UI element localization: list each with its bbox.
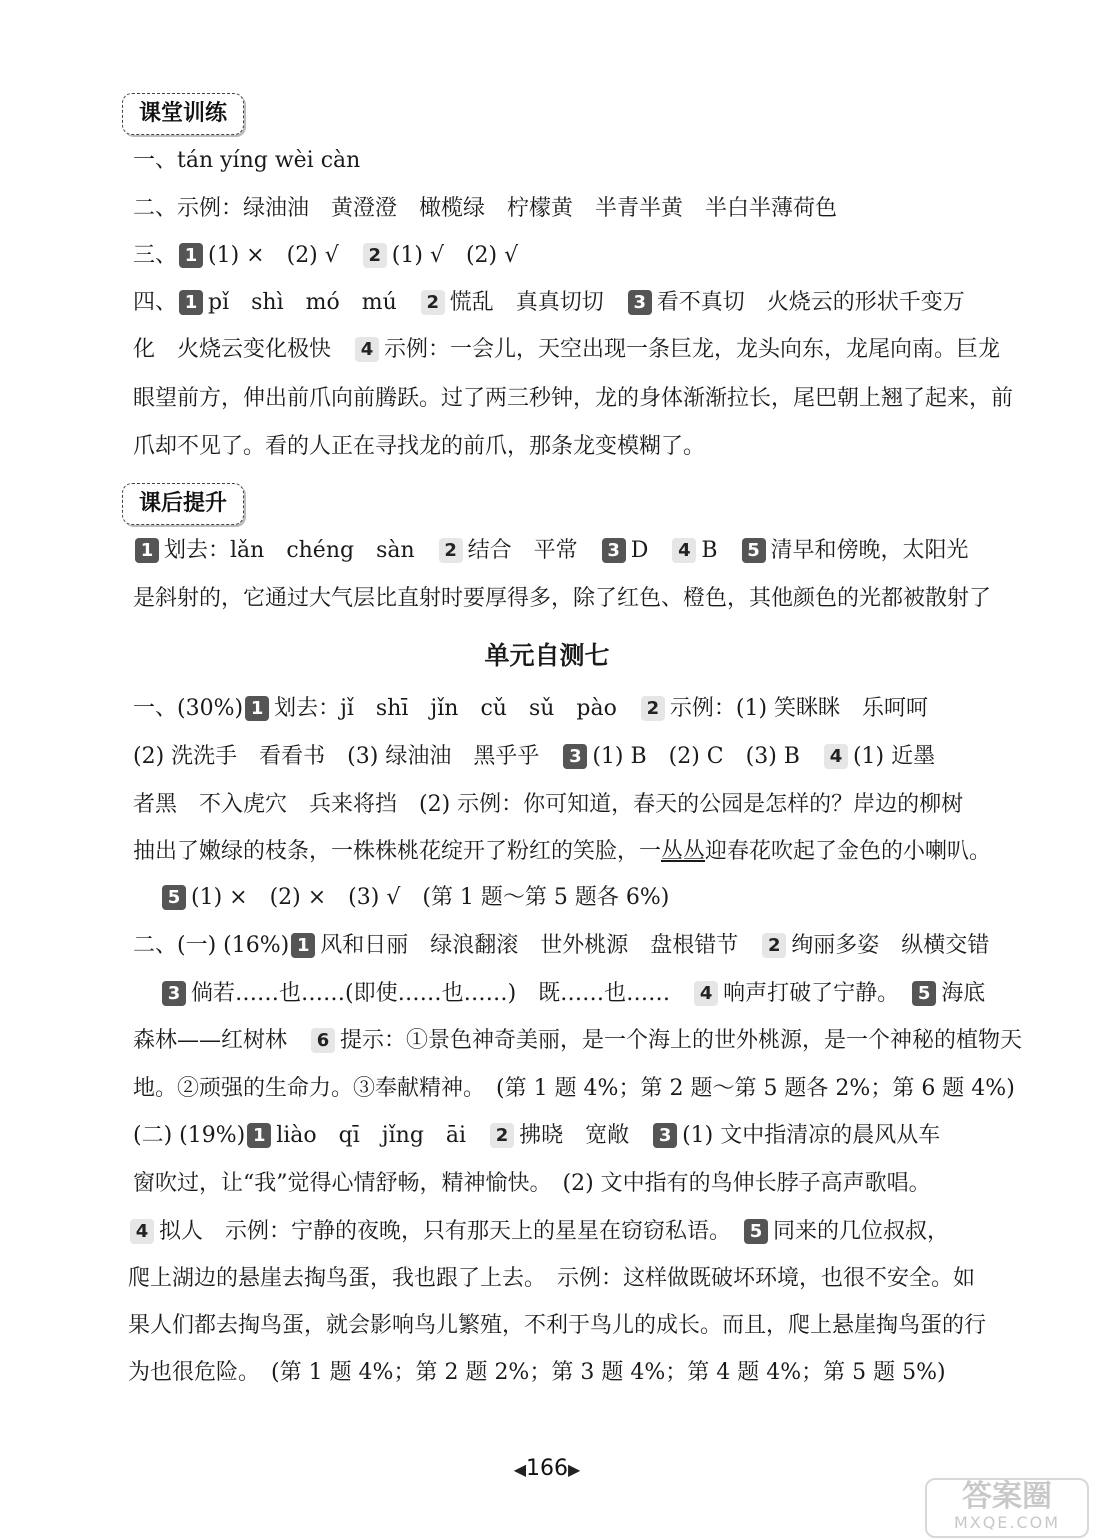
question-number-box: 5 [162, 885, 186, 910]
answer-line-1: 一、tán yíng wèi càn [133, 148, 361, 173]
answer-line-18: 地。②顽强的生命力。③奉献精神。 (第 1 题 4%；第 2 题～第 5 题各 2%；第 6 题 4%) [133, 1076, 1015, 1101]
question-number-box: 2 [421, 290, 445, 315]
answer-line-8: 1 划去：lǎn chéng sàn 2 结合 平常 3 D 4 B 5 清早和傍晚，太阳光 [133, 536, 1013, 566]
question-number-box: 1 [179, 243, 203, 268]
question-number-box: 3 [563, 744, 587, 769]
question-number-box: 4 [672, 538, 696, 563]
watermark-text: 答案圈 [962, 1479, 1052, 1514]
answer-line-5: 化 火烧云变化极快 4 示例：一会儿，天空出现一条巨龙，龙头向东，龙尾向南。巨龙 [133, 337, 1001, 362]
question-number-box: 5 [912, 981, 936, 1006]
page-number: ◀166▶ [513, 1456, 581, 1481]
question-number-box: 3 [162, 981, 186, 1006]
question-number-box: 1 [291, 933, 315, 958]
answer-line-10: 一、(30%) 1 划去：jǐ shī jǐn cǔ sǔ pào 2 示例：(1) 笑眯眯 乐呵呵 [133, 696, 929, 721]
answer-line-3: 三、 1 (1) × (2) √ 2 (1) √ (2) √ [133, 243, 519, 268]
answer-line-16: 3 倘若……也……(即使……也……) 既……也…… 4 响声打破了宁静。 5 海底 [160, 979, 1040, 1009]
question-number-box: 2 [641, 696, 665, 721]
watermark-logo [925, 1478, 1089, 1538]
question-number-box: 2 [439, 538, 463, 563]
question-number-box: 1 [245, 696, 269, 721]
question-number-box: 3 [602, 538, 626, 563]
answer-line-15: 二、(一) (16%) 1 风和日丽 绿浪翻滚 世外桃源 盘根错节 2 绚丽多姿 纵横交错 [133, 933, 990, 958]
answer-line-2: 二、示例：绿油油 黄澄澄 橄榄绿 柠檬黄 半青半黄 半白半薄荷色 [133, 196, 838, 221]
arrow-right-icon: ▶ [568, 1460, 581, 1479]
question-number-box: 5 [742, 538, 766, 563]
answer-line-7: 爪却不见了。看的人正在寻找龙的前爪，那条龙变模糊了。 [133, 434, 706, 459]
question-number-box: 4 [694, 981, 718, 1006]
answer-line-12: 者黑 不入虎穴 兵来将挡 (2) 示例：你可知道，春天的公园是怎样的？岸边的柳树 [133, 792, 964, 817]
answer-line-4: 四、 1 pǐ shì mó mú 2 慌乱 真真切切 3 看不真切 火烧云的形状千变万 [133, 290, 965, 315]
question-number-box: 1 [247, 1123, 271, 1148]
question-number-box: 1 [135, 538, 159, 563]
answer-line-17: 森林——红树林 6 提示：①景色神奇美丽，是一个海上的世外桃源，是一个神秘的植物天 [133, 1028, 1023, 1053]
answer-line-22: 爬上湖边的悬崖去掏鸟蛋，我也跟了上去。 示例：这样做既破坏环境，也很不安全。如 [128, 1266, 976, 1291]
answer-line-14: 5 (1) × (2) × (3) √ (第 1 题～第 5 题各 6%) [160, 883, 1040, 913]
answer-line-20: 窗吹过，让“我”觉得心情舒畅，精神愉快。 (2) 文中指有的鸟伸长脖子高声歌唱。 [133, 1171, 931, 1196]
answer-line-11: (2) 洗洗手 看看书 (3) 绿油油 黑乎乎 3 (1) B (2) C (3) B 4 (1) 近墨 [133, 744, 936, 769]
question-number-box: 5 [744, 1219, 768, 1244]
unit-title: 单元自测七 [484, 641, 610, 670]
question-number-box: 4 [355, 337, 379, 362]
question-number-box: 6 [311, 1028, 335, 1053]
section-badge-after-class: 课后提升 [122, 483, 244, 525]
answer-line-21: 4 拟人 示例：宁静的夜晚，只有那天上的星星在窃窃私语。 5 同来的几位叔叔， [128, 1217, 1008, 1247]
answer-line-24: 为也很危险。 (第 1 题 4%；第 2 题 2%；第 3 题 4%；第 4 题 4%；第 5 题 5%) [128, 1360, 946, 1385]
question-number-box: 4 [130, 1219, 154, 1244]
question-number-box: 3 [653, 1123, 677, 1148]
arrow-left-icon: ◀ [513, 1460, 526, 1479]
question-number-box: 4 [824, 744, 848, 769]
answer-line-6: 眼望前方，伸出前爪向前腾跃。过了两三秒钟，龙的身体渐渐拉长，尾巴朝上翘了起来，前 [133, 386, 1014, 411]
question-number-box: 2 [490, 1123, 514, 1148]
section-badge-classroom: 课堂训练 [122, 93, 244, 135]
answer-line-19: (二) (19%) 1 liào qī jǐng āi 2 拂晓 宽敞 3 (1) 文中指清凉的晨风从车 [133, 1123, 941, 1148]
question-number-box: 1 [179, 290, 203, 315]
question-number-box: 2 [363, 243, 387, 268]
answer-line-13: 抽出了嫩绿的枝条，一株株桃花绽开了粉红的笑脸，一丛丛迎春花吹起了金色的小喇叭。 [133, 839, 992, 864]
watermark-url: MXQE.COM [953, 1513, 1061, 1532]
question-number-box: 2 [762, 933, 786, 958]
answer-line-9: 是斜射的，它通过大气层比直射时要厚得多，除了红色、橙色，其他颜色的光都被散射了 [133, 586, 992, 611]
answer-line-23: 果人们都去掏鸟蛋，就会影响鸟儿繁殖，不利于鸟儿的成长。而且，爬上悬崖掏鸟蛋的行 [128, 1313, 987, 1338]
question-number-box: 3 [628, 290, 652, 315]
